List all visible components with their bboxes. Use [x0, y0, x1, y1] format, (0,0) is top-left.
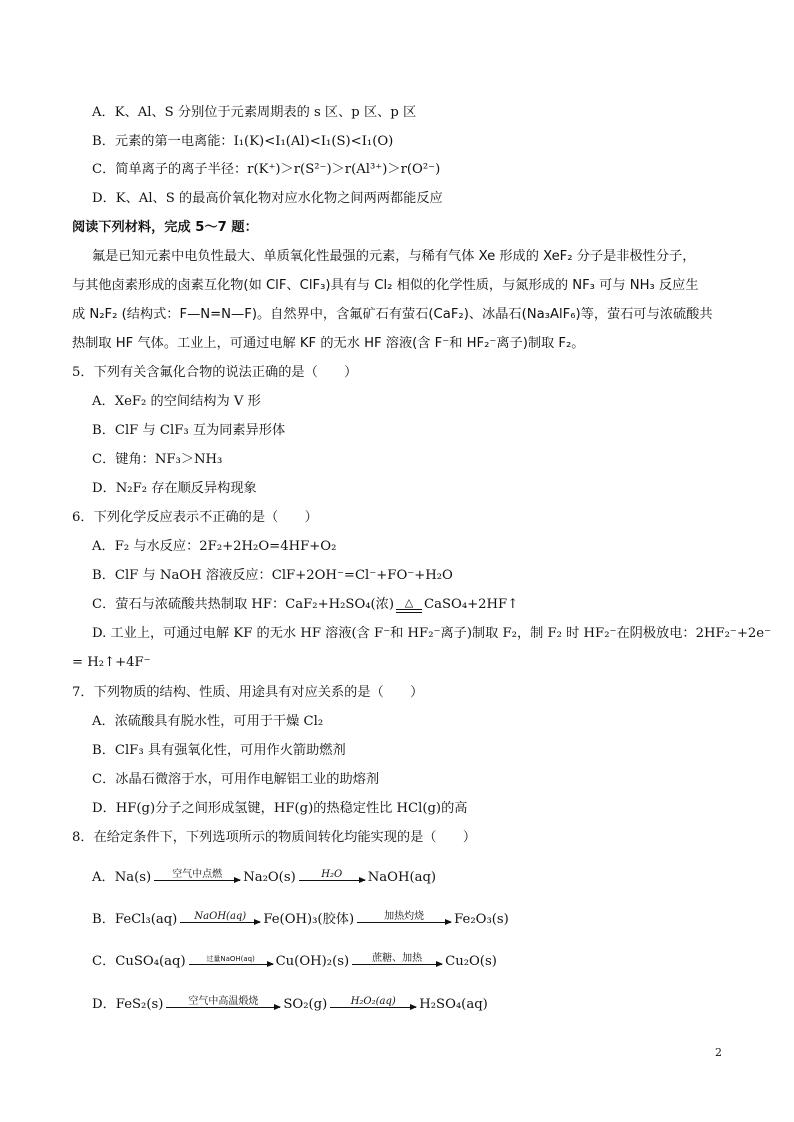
arrow-shaft — [189, 964, 273, 965]
q7-option-d: D．HF(g)分子之间形成氢键，HF(g)的热稳定性比 HCl(g)的高 — [92, 801, 468, 816]
q4-option-c: C．简单离子的离子半径：r(K⁺)＞r(S²⁻)＞r(Al³⁺)＞r(O²⁻) — [92, 162, 441, 177]
reaction-arrow — [189, 955, 273, 965]
reaction-arrow — [352, 953, 442, 965]
arrow-shaft — [330, 1007, 416, 1008]
equals-bar-top — [396, 609, 422, 610]
q7-option-a: A．浓硫酸具有脱水性，可用于干燥 Cl₂ — [92, 714, 324, 729]
reading-line-1: 氟是已知元素中电负性最大、单质氧化性最强的元素，与稀有气体 Xe 形成的 XeF₂ 分子是非极性分子， — [92, 249, 696, 264]
q6-option-c — [92, 596, 518, 615]
q7-option-c: C．冰晶石微溶于水，可用作电解铝工业的助熔剂 — [92, 772, 380, 787]
equals-bar-bottom — [396, 612, 422, 613]
q8-stem: 8．在给定条件下，下列选项所示的物质间转化均能实现的是（ ） — [72, 830, 477, 845]
q4-option-b: B．元素的第一电离能：I₁(K)<I₁(Al)<I₁(S)<I₁(O) — [92, 134, 394, 149]
q8-a-species-3: NaOH(aq) — [367, 870, 437, 885]
reading-line-2: 与其他卤素形成的卤素互化物(如 ClF、ClF₃)具有与 Cl₂ 相似的化学性质，与氮形成的 NF₃ 可与 NH₃ 反应生 — [72, 278, 699, 293]
q8-d-species-3: H₂SO₄(aq) — [419, 997, 488, 1012]
q8-d-species-2: SO₂(g) — [283, 997, 328, 1012]
q8-a-species-1: Na(s) — [114, 870, 152, 885]
q8-b-label: B． — [92, 912, 115, 927]
q8-c-label: C． — [92, 954, 116, 969]
arrow-condition: H₂O₂(aq) — [350, 996, 396, 1007]
q6-option-a: A．F₂ 与水反应：2F₂+2H₂O=4HF+O₂ — [92, 539, 337, 554]
reaction-arrow — [299, 869, 365, 881]
reaction-arrow — [357, 911, 451, 923]
q8-b-species-1: FeCl₃(aq) — [114, 912, 178, 927]
q6-option-d-line2: = H₂↑+4F⁻ — [72, 655, 151, 670]
heat-condition — [396, 598, 422, 613]
reading-heading: 阅读下列材料，完成 5～7 题： — [72, 220, 258, 235]
arrow-shaft — [154, 880, 240, 881]
q8-d-species-1: FeS₂(s) — [115, 997, 164, 1012]
q6-option-d-line1: D. 工业上，可通过电解 KF 的无水 HF 溶液(含 F⁻和 HF₂⁻离子)制取 F₂，制 F₂ 时 HF₂⁻在阴极放电：2HF₂⁻+2e⁻ — [92, 626, 772, 641]
q5-stem: 5．下列有关含氟化合物的说法正确的是（ ） — [72, 365, 358, 380]
q4-option-a: A．K、Al、S 分别位于元素周期表的 s 区、p 区、p 区 — [92, 105, 417, 120]
q8-c-species-3: Cu₂O(s) — [445, 954, 497, 969]
arrow-shaft — [166, 1007, 280, 1008]
q5-option-d: D．N₂F₂ 存在顺反异构现象 — [92, 481, 257, 496]
arrow-shaft — [299, 880, 365, 881]
arrow-condition: NaOH(aq) — [194, 911, 247, 922]
q8-option-a — [92, 869, 436, 887]
q4-option-d: D．K、Al、S 的最高价氧化物对应水化物之间两两都能反应 — [92, 191, 443, 206]
reaction-arrow — [154, 869, 240, 881]
q6-option-b: B．ClF 与 NaOH 溶液反应：ClF+2OH⁻=Cl⁻+FO⁻+H₂O — [92, 568, 453, 583]
arrow-condition: 空气中高温煅烧 — [188, 996, 259, 1007]
reaction-arrow — [166, 996, 280, 1008]
arrow-condition: 加热灼烧 — [384, 911, 425, 922]
arrow-condition: 过量NaOH(aq) — [206, 955, 255, 963]
q8-c-species-1: CuSO₄(aq) — [115, 954, 186, 969]
q8-option-b — [92, 911, 509, 929]
q7-stem: 7．下列物质的结构、性质、用途具有对应关系的是（ ） — [72, 685, 424, 700]
q7-option-b: B．ClF₃ 具有强氧化性，可用作火箭助燃剂 — [92, 743, 346, 758]
q8-a-species-2: Na₂O(s) — [243, 870, 296, 885]
q8-option-c — [92, 953, 497, 971]
q6-option-c-left: C．萤石与浓硫酸共热制取 HF：CaF₂+H₂SO₄(浓) — [92, 597, 395, 612]
q5-option-c: C．键角：NF₃＞NH₃ — [92, 452, 223, 467]
arrow-shaft — [180, 922, 260, 923]
q8-a-label: A． — [92, 870, 115, 885]
arrow-shaft — [357, 922, 451, 923]
q5-option-b: B．ClF 与 ClF₃ 互为同素异形体 — [92, 423, 286, 438]
reaction-arrow — [330, 996, 416, 1008]
page-number: 2 — [715, 1046, 722, 1059]
q8-c-species-2: Cu(OH)₂(s) — [275, 954, 350, 969]
q8-option-d — [92, 996, 488, 1014]
arrow-condition: 蔗糖、加热 — [372, 953, 423, 964]
arrow-shaft — [352, 964, 442, 965]
reaction-arrow — [180, 911, 260, 923]
q8-b-species-3: Fe₂O₃(s) — [454, 912, 509, 927]
arrow-condition: H₂O — [321, 869, 343, 880]
reading-line-3: 成 N₂F₂ (结构式：F—N=N—F)。自然界中，含氟矿石有萤石(CaF₂)、冰晶石(Na₃AlF₆)等，萤石可与浓硫酸共 — [72, 307, 713, 322]
arrow-condition: 空气中点燃 — [172, 869, 223, 880]
q6-stem: 6．下列化学反应表示不正确的是（ ） — [72, 510, 318, 525]
q5-option-a: A．XeF₂ 的空间结构为 V 形 — [92, 394, 261, 409]
delta-symbol: △ — [404, 596, 414, 609]
reading-line-4: 热制取 HF 气体。工业上，可通过电解 KF 的无水 HF 溶液(含 F⁻和 HF₂⁻离子)制取 F₂。 — [72, 336, 585, 351]
q6-option-c-right: CaSO₄+2HF↑ — [424, 597, 519, 612]
q8-b-species-2: Fe(OH)₃(胶体) — [263, 912, 355, 927]
q8-d-label: D． — [92, 997, 116, 1012]
